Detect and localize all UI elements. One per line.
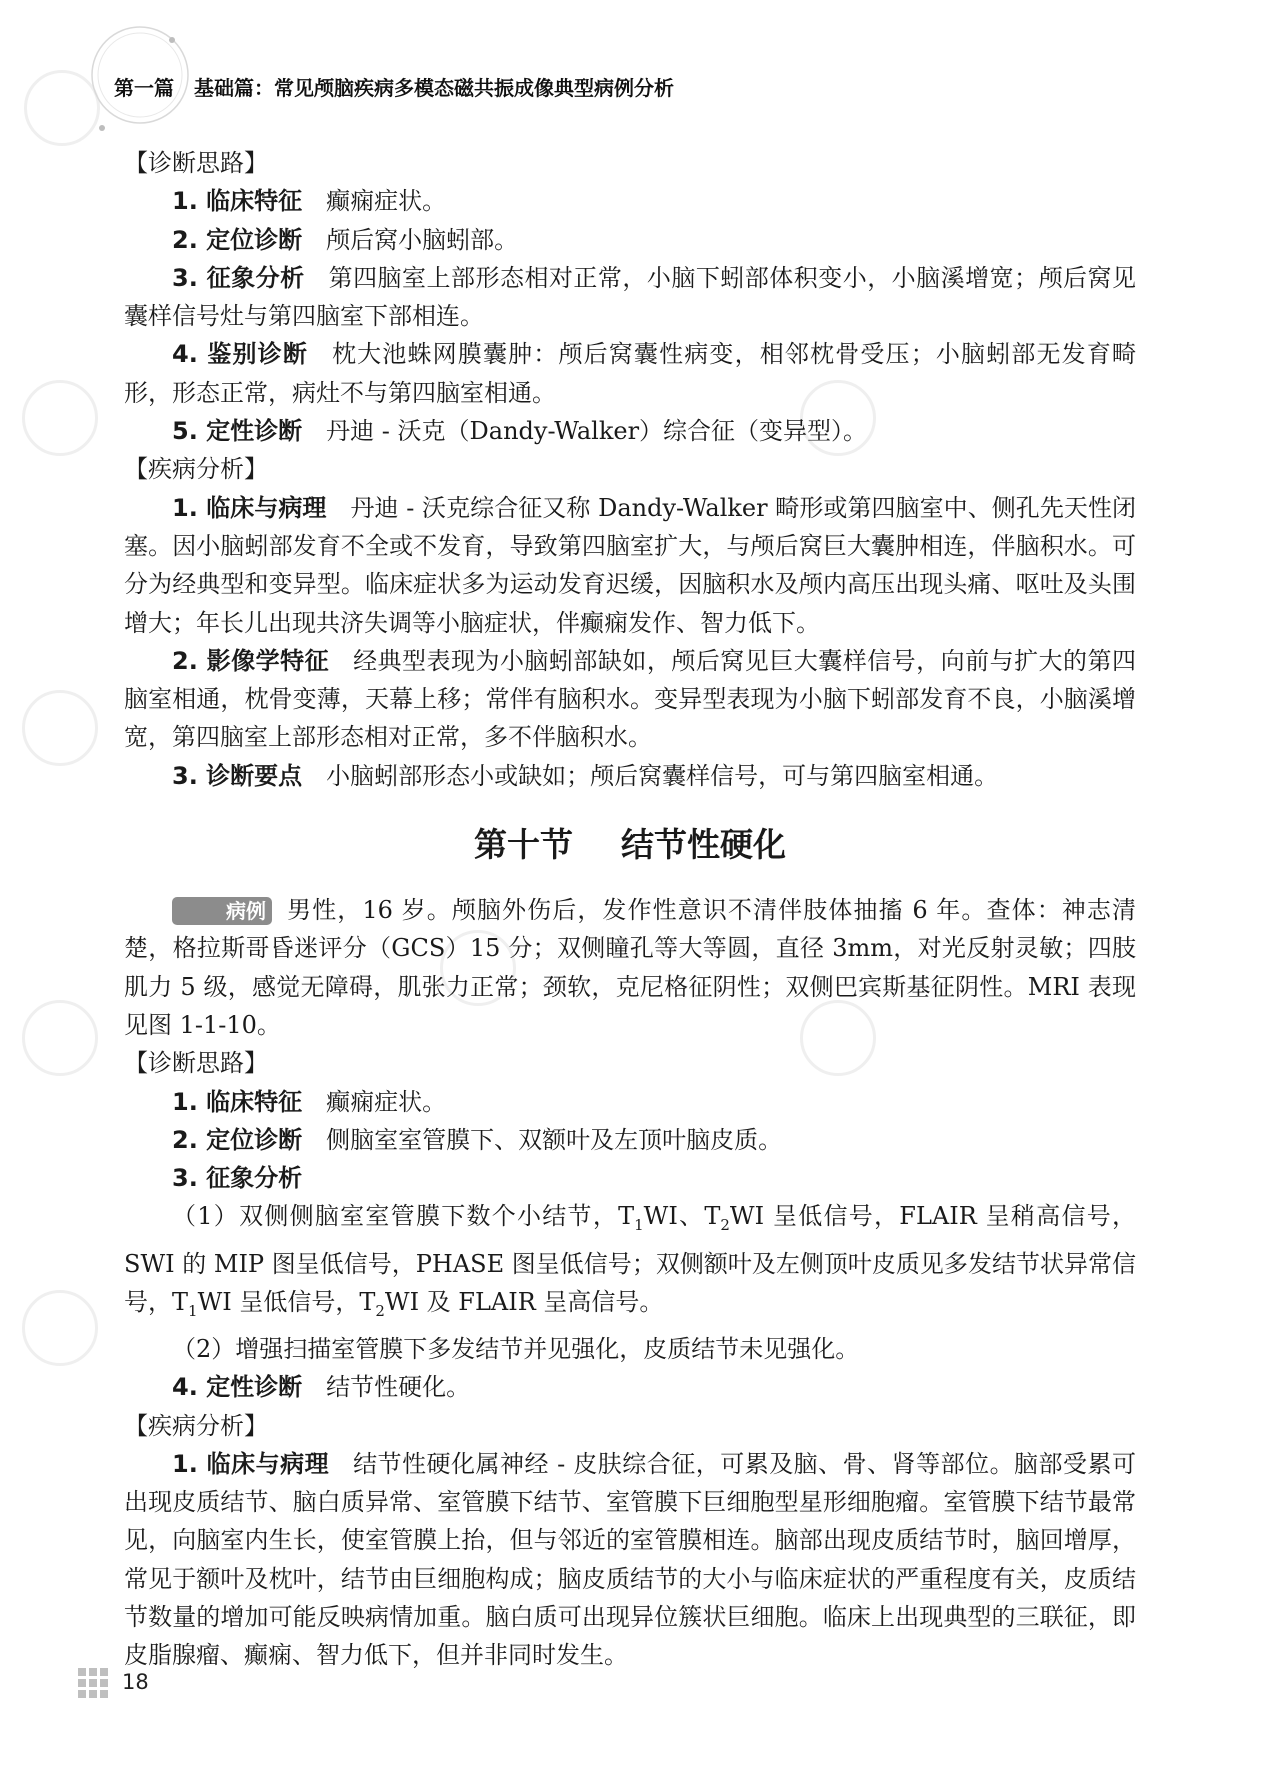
part-label: 第一篇: [114, 75, 174, 100]
item-text: 第四脑室上部形态相对正常，小脑下蚓部体积变小，小脑溪增宽；颅后窝见囊样信号灶与第四脑室下部相连。: [124, 263, 1137, 331]
sign-text: WI 呈低信号，FLAIR 呈稍高信号，SWI 的 MIP 图呈低信号，PHASE 图呈低信号；双侧额叶及左侧顶叶皮质见多发结节状异常信号，T: [124, 1202, 1137, 1316]
item-label: 5. 定性诊断: [172, 417, 303, 446]
item-text: 癫痫症状。: [326, 187, 447, 216]
sign-text: WI 及 FLAIR 呈高信号。: [384, 1287, 664, 1316]
analysis-paragraph: [124, 642, 1136, 757]
section-name: 结节性硬化: [621, 825, 786, 865]
diagnosis-item: [124, 335, 1136, 412]
watermark-logo: [24, 70, 100, 146]
sign-paragraph-2: （2）增强扫描室管膜下多发结节并见强化，皮质结节未见强化。: [172, 1334, 860, 1363]
analysis-label: 3. 诊断要点: [172, 761, 303, 790]
diagnosis-item: [124, 259, 1136, 336]
sign-text: WI、T: [643, 1202, 721, 1231]
analysis-paragraph: [124, 1445, 1136, 1675]
sign-paragraph-1: [124, 1197, 1136, 1329]
item-label: 3. 征象分析: [172, 1164, 303, 1193]
analysis-text: 经典型表现为小脑蚓部缺如，颅后窝见巨大囊样信号，向前与扩大的第四脑室相通，枕骨变薄，天幕上移；常伴有脑积水。变异型表现为小脑下蚓部发育不良，小脑溪增宽，第四脑室上部形态相对正常，多不伴脑积水。: [124, 646, 1136, 752]
diagnosis-item: [124, 1083, 1136, 1121]
sign-text: WI 呈低信号，T: [197, 1287, 376, 1316]
analysis-paragraph: [124, 757, 1136, 795]
subscript: 1: [188, 1301, 198, 1320]
page-number: 18: [122, 1670, 149, 1694]
diagnosis-item: [124, 221, 1136, 259]
item-text: 癫痫症状。: [326, 1087, 447, 1116]
subscript: 2: [720, 1216, 730, 1235]
sign-text: （1）双侧侧脑室室管膜下数个小结节，T: [172, 1202, 635, 1231]
disease-heading: 【疾病分析】: [124, 455, 268, 484]
subscript: 2: [375, 1301, 385, 1320]
item-text: 枕大池蛛网膜囊肿：颅后窝囊性病变，相邻枕骨受压；小脑蚓部无发育畸形，形态正常，病灶不与第四脑室相通。: [124, 340, 1137, 407]
item-text: 丹迪 - 沃克（Dandy-Walker）综合征（变异型）。: [326, 417, 868, 446]
disease-heading: 【疾病分析】: [124, 1411, 268, 1440]
case-paragraph: [124, 891, 1136, 1044]
diagnosis-item: [124, 412, 1136, 450]
diagnosis-heading: 【诊断思路】: [124, 149, 268, 177]
watermark-logo: [22, 1000, 98, 1076]
diagnosis-item: [124, 1159, 1136, 1197]
section-title: [124, 821, 1136, 869]
page-body: [124, 144, 1136, 1675]
item-label: 1. 临床特征: [172, 1087, 303, 1116]
watermark-logo: [22, 380, 98, 456]
analysis-text: 丹迪 - 沃克综合征又称 Dandy-Walker 畸形或第四脑室中、侧孔先天性闭塞。因小脑蚓部发育不全或不发育，导致第四脑室扩大，与颅后窝巨大囊肿相连，伴脑积水。可分为经典型和变异型。临床症状多为运动发育迟缓，因脑积水及颅内高压出现头痛、呕吐及头围增大；年长儿出现共济失调等小脑症状，伴癫痫发作、智力低下。: [124, 493, 1136, 637]
analysis-label: 1. 临床与病理: [172, 493, 327, 522]
analysis-label: 1. 临床与病理: [172, 1449, 330, 1478]
watermark-logo: [22, 690, 98, 766]
footer-decoration: [78, 1668, 108, 1698]
item-label: 2. 定位诊断: [172, 225, 303, 254]
part-title: 基础篇：常见颅脑疾病多模态磁共振成像典型病例分析: [194, 75, 674, 100]
diagnosis-item: [124, 182, 1136, 220]
watermark-logo: [22, 1290, 98, 1366]
item-text: 侧脑室室管膜下、双额叶及左顶叶脑皮质。: [326, 1125, 783, 1154]
case-text: 男性，16 岁。颅脑外伤后，发作性意识不清伴肢体抽搐 6 年。查体：神志清楚，格拉斯哥昏迷评分（GCS）15 分；双侧瞳孔等大等圆，直径 3mm，对光反射灵敏；四肢肌力 5 级，感觉无障碍，肌张力正常；颈软，克尼格征阴性；双侧巴宾斯基征阴性。MRI 表现见图 1-1-10。: [124, 896, 1136, 1039]
analysis-text: 结节性硬化属神经 - 皮肤综合征，可累及脑、骨、肾等部位。脑部受累可出现皮质结节、脑白质异常、室管膜下结节、室管膜下巨细胞型星形细胞瘤。室管膜下结节最常见，向脑室内生长，使室管膜上抬，但与邻近的室管膜相连。脑部出现皮质结节时，脑回增厚，常见于额叶及枕叶，结节由巨细胞构成；脑皮质结节的大小与临床症状的严重程度有关，皮质结节数量的增加可能反映病情加重。脑白质可出现异位簇状巨细胞。临床上出现典型的三联征，即皮脂腺瘤、癫痫、智力低下，但并非同时发生。: [124, 1449, 1136, 1670]
item-label: 2. 定位诊断: [172, 1125, 303, 1154]
analysis-text: 小脑蚓部形态小或缺如；颅后窝囊样信号，可与第四脑室相通。: [326, 761, 999, 790]
item-label: 1. 临床特征: [172, 187, 303, 216]
subscript: 1: [634, 1216, 644, 1235]
item-label: 3. 征象分析: [172, 263, 305, 292]
item-label: 4. 定性诊断: [172, 1373, 303, 1402]
item-text: 颅后窝小脑蚓部。: [326, 225, 519, 254]
diagnosis-item: [124, 1368, 1136, 1406]
diagnosis-item: [124, 1121, 1136, 1159]
item-text: 结节性硬化。: [326, 1373, 471, 1402]
analysis-paragraph: [124, 489, 1136, 642]
case-tag: 病例: [172, 897, 272, 925]
analysis-label: 2. 影像学特征: [172, 646, 330, 675]
diagnosis-heading: 【诊断思路】: [124, 1049, 268, 1078]
section-number: 第十节: [474, 825, 573, 865]
item-label: 4. 鉴别诊断: [172, 340, 308, 369]
running-header: [114, 68, 674, 104]
